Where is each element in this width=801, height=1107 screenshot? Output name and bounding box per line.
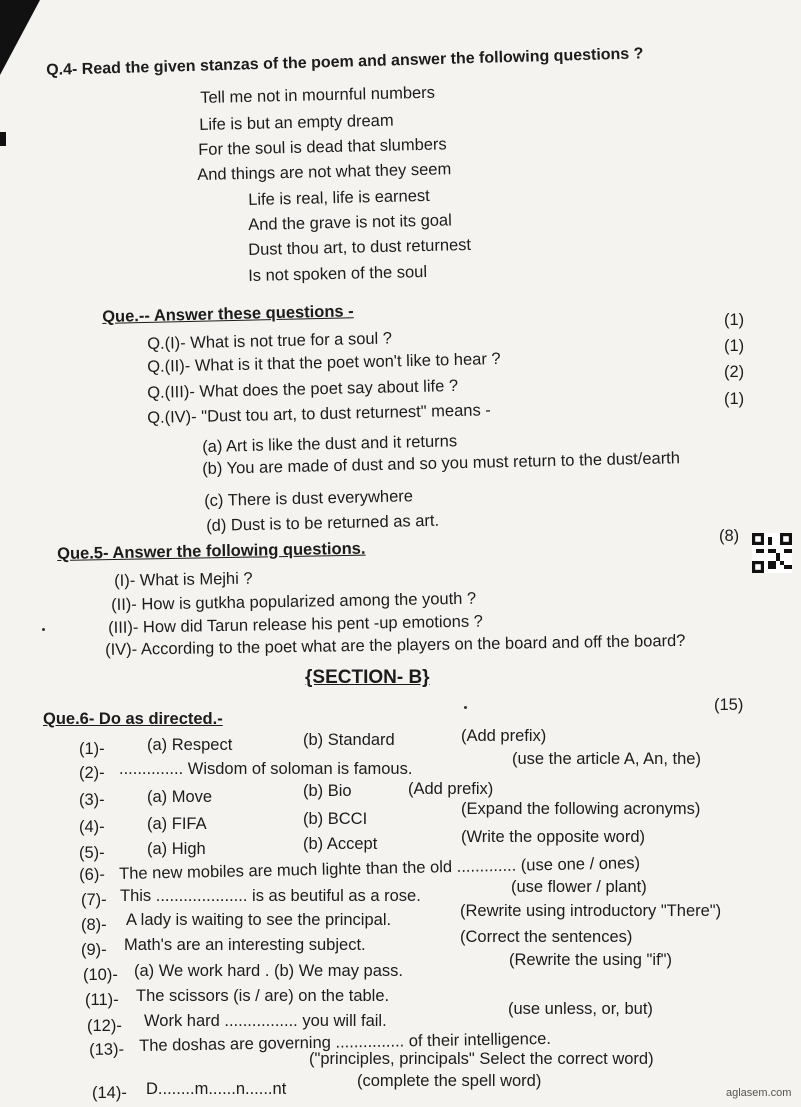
q6-item-instruction: (use flower / plant) <box>511 878 647 896</box>
q6-item-number: (10)- <box>83 966 118 984</box>
q6-item-instruction: (Rewrite using introductory "There") <box>460 902 722 920</box>
q6-item-a: The scissors (is / are) on the table. <box>136 987 390 1005</box>
poem-line: Life is real, life is earnest <box>248 186 430 209</box>
q6-item-instruction: (Expand the following acronyms) <box>461 800 701 818</box>
q6-item-a: Work hard ................ you will fail. <box>144 1012 387 1030</box>
scan-edge-mark <box>0 132 6 146</box>
q4-question-marks: (1) <box>724 390 745 408</box>
q4-question: Q.(IV)- "Dust tou art, to dust returnest" means - <box>147 401 491 427</box>
q4-option: (c) There is dust everywhere <box>204 487 414 510</box>
poem-line: Tell me not in mournful numbers <box>200 83 436 107</box>
q4-question: Q.(III)- What does the poet say about life ? <box>147 376 459 402</box>
q6-item-b: (b) Standard <box>303 731 395 749</box>
q4-question: Q.(I)- What is not true for a soul ? <box>147 329 393 353</box>
q5-question: (III)- How did Tarun release his pent -up emotions ? <box>108 612 484 637</box>
q6-item-b: (b) Bio <box>303 782 352 800</box>
footer-watermark: aglasem.com <box>726 1087 792 1099</box>
q6-item-number: (3)- <box>79 791 105 809</box>
section-b-title <box>305 667 430 689</box>
q6-item-note: ("principles, principals" Select the correct word) <box>309 1050 654 1068</box>
poem-line: Dust thou art, to dust returnest <box>248 235 472 259</box>
q6-item-a: The new mobiles are much lighte than the old ............. (use one / ones) <box>119 854 641 883</box>
q6-item-a: (a) Respect <box>147 736 233 754</box>
poem-line: Is not spoken of the soul <box>248 262 428 285</box>
q6-item-number: (11)- <box>85 991 119 1009</box>
q4-question-marks: (2) <box>724 363 745 381</box>
q6-item-instruction: (Correct the sentences) <box>460 928 633 946</box>
poem-line: And the grave is not its goal <box>248 211 452 234</box>
q6-item-b: (b) BCCI <box>303 810 368 828</box>
q6-item-a: .............. Wisdom of soloman is famous. <box>119 760 413 778</box>
q6-item-a: This .................... is as beutiful as a rose. <box>120 887 421 905</box>
q6-item-number: (7)- <box>81 891 107 909</box>
section-b-title-text: {SECTION- B} <box>305 667 430 688</box>
q6-item-a: (a) We work hard . (b) We may pass. <box>134 962 403 980</box>
poem-line: For the soul is dead that slumbers <box>198 135 447 159</box>
q6-item-instruction: (use the article A, An, the) <box>512 750 701 768</box>
scan-speck <box>42 628 45 631</box>
q4-option: (b) You are made of dust and so you must return to the dust/earth <box>202 449 681 478</box>
q6-item-instruction: (Write the opposite word) <box>461 828 646 846</box>
q5-question: (I)- What is Mejhi ? <box>114 569 253 590</box>
q5-heading <box>57 540 366 564</box>
q6-item-a: Math's are an interesting subject. <box>124 936 366 954</box>
q6-item-number: (5)- <box>79 844 105 862</box>
poem-line: And things are not what they seem <box>197 160 452 184</box>
q6-item-a: (a) FIFA <box>147 815 207 833</box>
q4-subheading: Que.-- Answer these questions - <box>102 302 354 326</box>
q5-heading-text: Que.5- Answer the following questions. <box>57 539 366 563</box>
q6-item-instruction: (complete the spell word) <box>357 1072 542 1090</box>
q6-item-instruction: (Add prefix) <box>408 780 494 798</box>
q6-item-a: D........m......n......nt <box>146 1080 287 1098</box>
q6-item-number: (9)- <box>81 941 107 959</box>
q6-item-number: (1)- <box>79 740 105 758</box>
qr-code-icon <box>752 533 792 573</box>
q6-item-a: (a) Move <box>147 788 213 806</box>
q4-question-marks: (1) <box>724 311 745 329</box>
q6-item-instruction: (use unless, or, but) <box>508 1000 653 1018</box>
q4-question-marks: (1) <box>724 337 745 355</box>
q4-option: (d) Dust is to be returned as art. <box>206 511 440 535</box>
q6-item-a: A lady is waiting to see the principal. <box>126 911 392 929</box>
q6-item-number: (13)- <box>89 1040 125 1059</box>
q6-item-number: (6)- <box>79 865 106 884</box>
q5-question: (IV)- According to the poet what are the players on the board and off the board? <box>105 631 686 659</box>
scan-speck <box>464 706 467 709</box>
q6-item-number: (4)- <box>79 818 105 836</box>
q6-item-number: (14)- <box>92 1084 127 1102</box>
q5-marks: (8) <box>719 527 740 545</box>
q6-item-number: (8)- <box>81 916 107 934</box>
q4-option: (a) Art is like the dust and it returns <box>202 432 458 456</box>
scan-corner-mark <box>0 0 40 75</box>
q6-heading-text: Que.6- Do as directed.- <box>43 710 223 728</box>
q6-item-a: The doshas are governing ............... of their intelligence. <box>139 1029 552 1055</box>
q6-item-b: (b) Accept <box>303 835 378 853</box>
q6-marks: (15) <box>714 696 744 714</box>
q6-heading <box>43 710 223 729</box>
poem-line: Life is but an empty dream <box>199 111 394 134</box>
q4-heading: Q.4- Read the given stanzas of the poem and answer the following questions ? <box>46 45 644 79</box>
q4-question: Q.(II)- What is it that the poet won't like to hear ? <box>147 349 501 376</box>
q6-item-a: (a) High <box>147 840 206 858</box>
q6-item-number: (12)- <box>87 1017 122 1035</box>
q6-item-instruction: (Add prefix) <box>461 727 547 745</box>
q5-question: (II)- How is gutkha popularized among the youth ? <box>111 589 477 614</box>
q6-item-instruction: (Rewrite the using "if") <box>509 951 673 969</box>
q6-item-number: (2)- <box>79 764 105 782</box>
